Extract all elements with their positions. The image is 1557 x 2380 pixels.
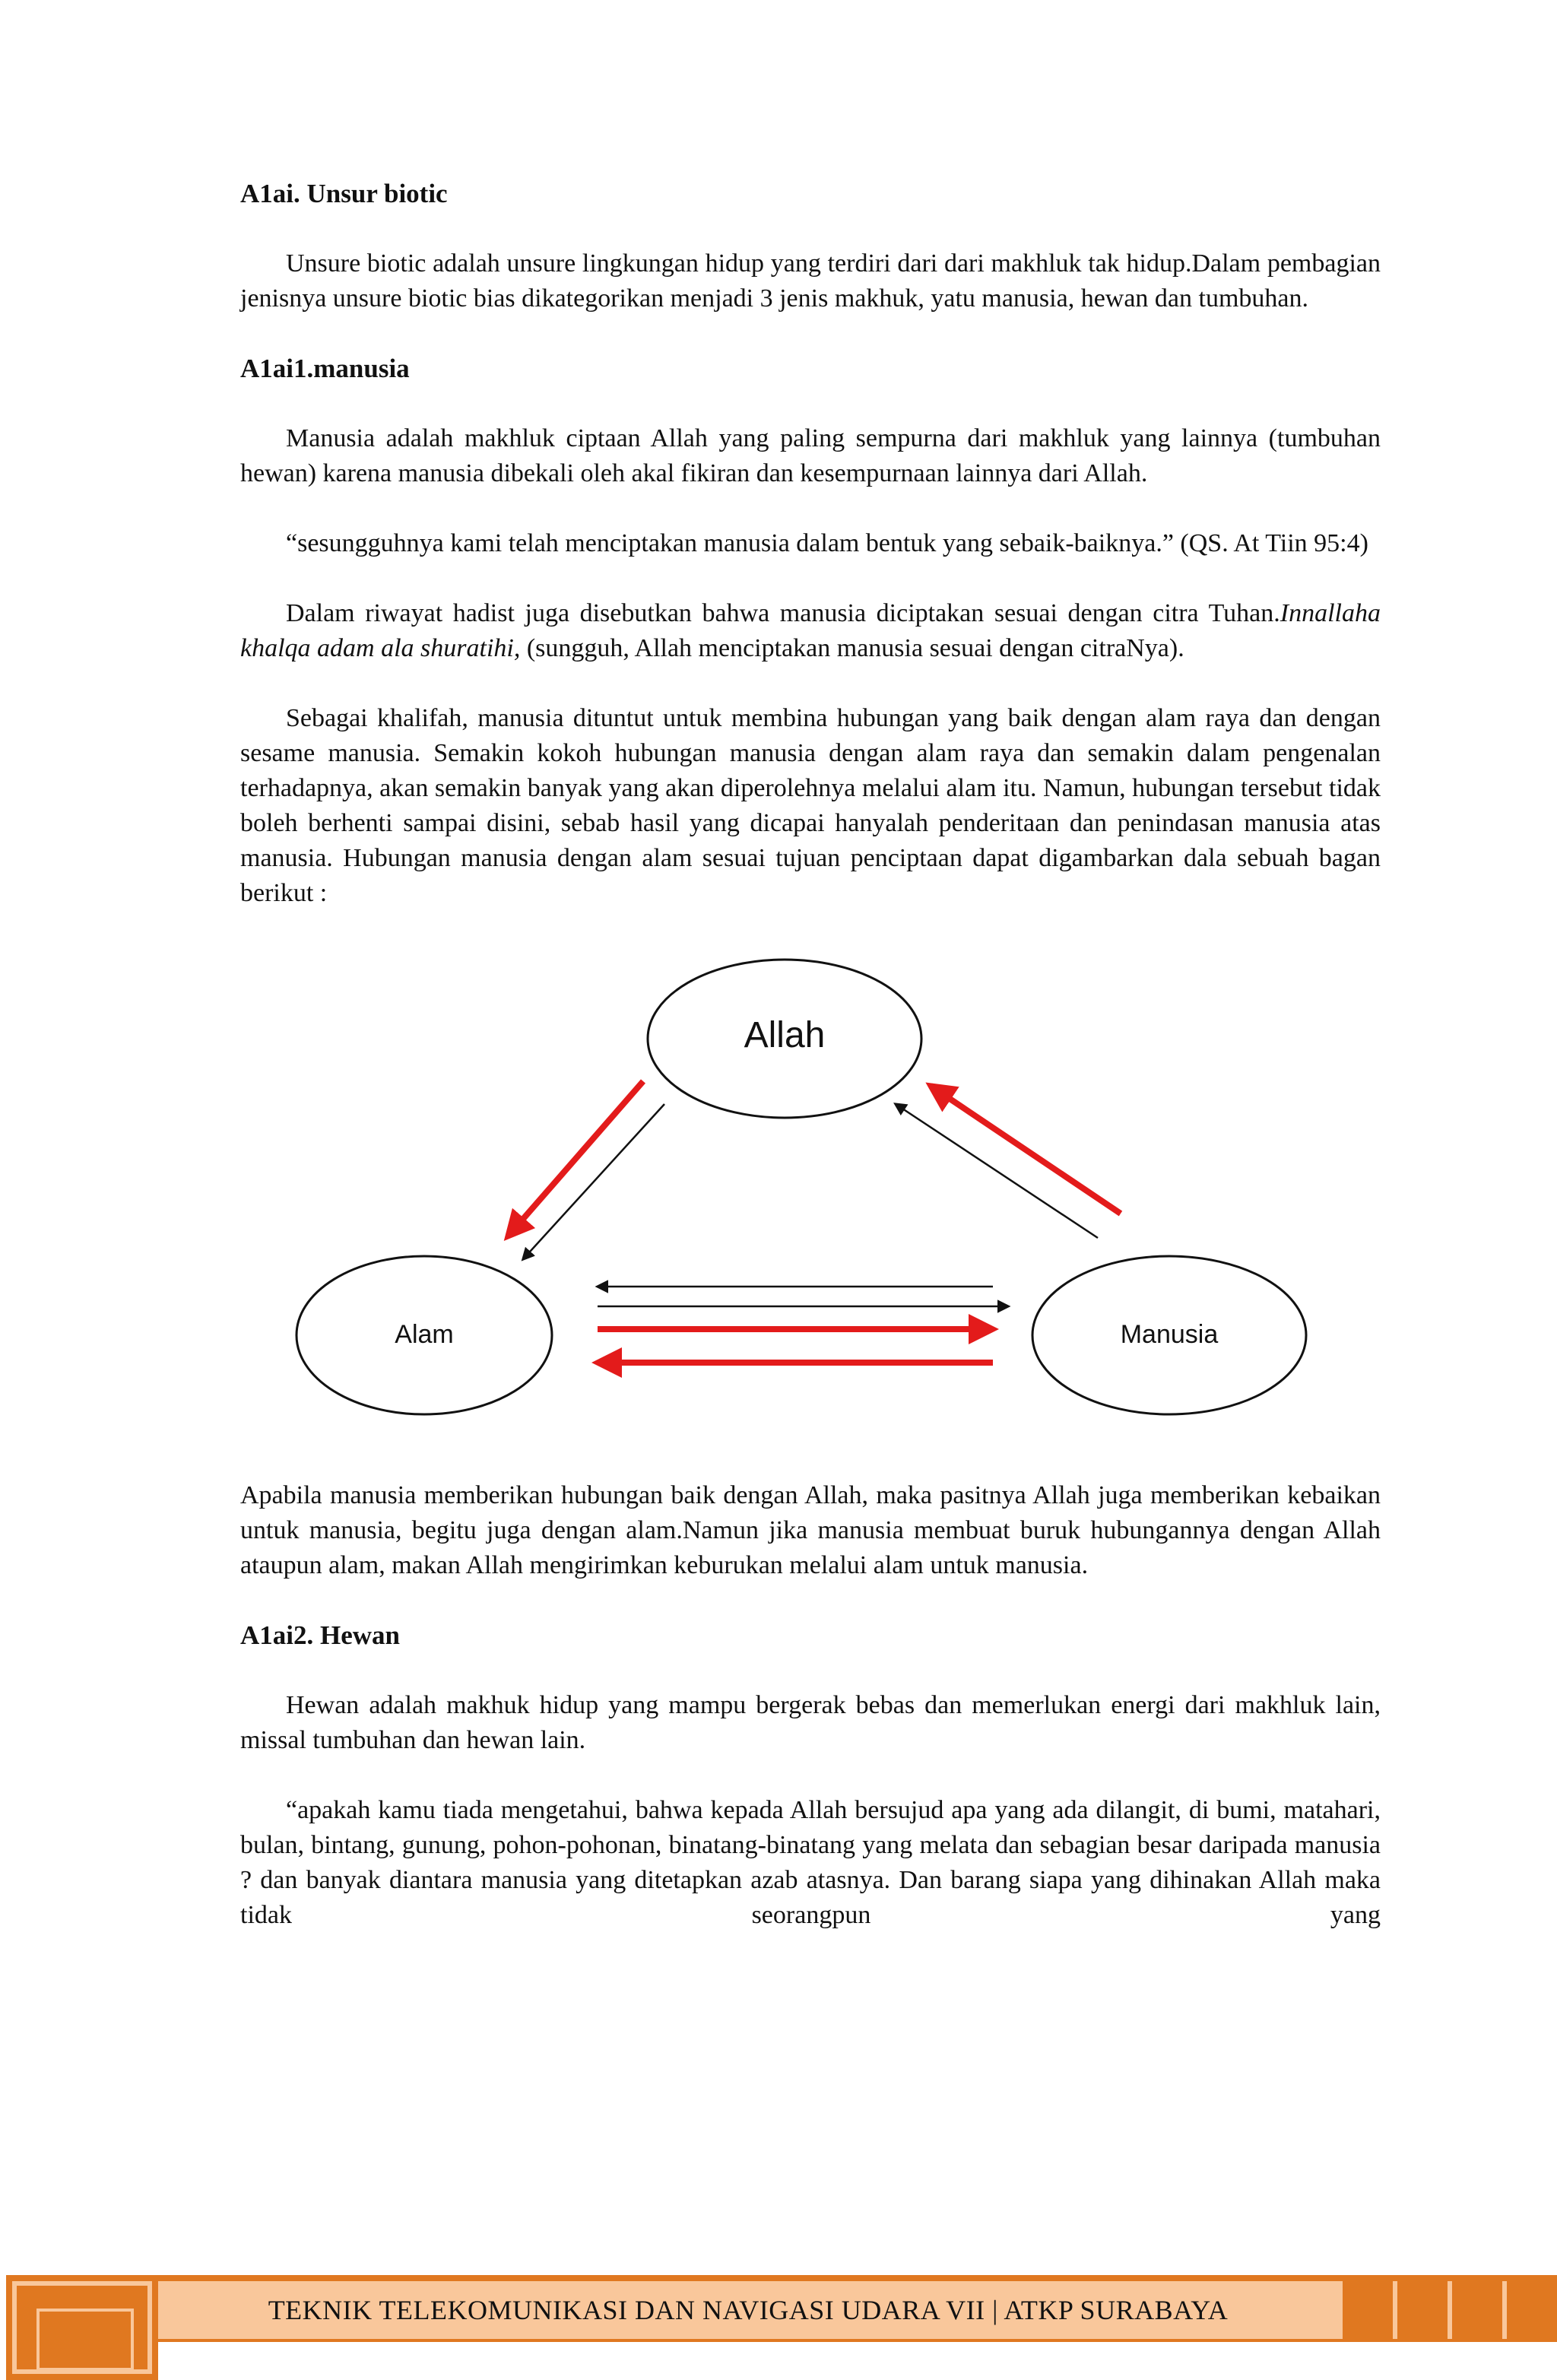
section-heading-hewan: A1ai2. Hewan xyxy=(240,1620,400,1650)
node-label-manusia: Manusia xyxy=(1120,1320,1219,1349)
paragraph-hadist xyxy=(240,596,1381,666)
page-content xyxy=(240,176,1381,1968)
paragraph-hewan-definition: Hewan adalah makhuk hidup yang mampu bergerak bebas dan memerlukan energi dari makhluk lain, missal tumbuhan dan hewan lain. xyxy=(240,1691,1381,1754)
page-footer xyxy=(6,2275,1557,2380)
footer-logo-square xyxy=(12,2281,152,2374)
arrow-allah-to-alam-black xyxy=(523,1104,664,1259)
paragraph-unsur-biotic: Unsure biotic adalah unsure lingkungan hidup yang terdiri dari dari makhluk tak hidup.Dalam pembagian jenisnya unsure biotic bias dikategorikan menjadi 3 jenis makhuk, yatu manusia, hewan dan tumbuhan. xyxy=(240,249,1381,313)
arrow-manusia-to-allah-red xyxy=(931,1086,1121,1214)
footer-lower-strip xyxy=(158,2342,1557,2380)
footer-title: TEKNIK TELEKOMUNIKASI DAN NAVIGASI UDARA VII | ATKP SURABAYA xyxy=(158,2281,1338,2339)
footer-box-4 xyxy=(1502,2281,1557,2339)
node-label-alam: Alam xyxy=(395,1320,454,1349)
node-label-allah: Allah xyxy=(744,1015,826,1055)
footer-logo-inner xyxy=(36,2309,134,2371)
relationship-diagram xyxy=(240,946,1381,1478)
paragraph-hewan-quote: “apakah kamu tiada mengetahui, bahwa kepada Allah bersujud apa yang ada dilangit, di bumi, matahari, bulan, bintang, gunung, pohon-pohonan, binatang-binatang yang melata dan sebagian besar daripada manusia ? dan banyak diantara manusia yang ditetapkan azab atasnya. Dan barang siapa yang dihinakan Allah maka tidak seorangpun yang xyxy=(240,1796,1381,1929)
footer-box-2 xyxy=(1393,2281,1448,2339)
paragraph-khalifah: Sebagai khalifah, manusia dituntut untuk membina hubungan yang baik dengan alam raya dan dengan sesame manusia. Semakin kokoh hubungan manusia dengan alam raya dan semakin dalam pengenalan terhadapnya, akan semakin banyak yang akan diperolehnya melalui alam itu. Namun, hubungan tersebut tidak boleh berhenti sampai disini, sebab hasil yang dicapai hanyalah penderitaan dan penindasan manusia atas manusia. Hubungan manusia dengan alam sesuai tujuan penciptaan dapat digambarkan dala sebuah bagan berikut : xyxy=(240,704,1381,907)
footer-box-1 xyxy=(1338,2281,1393,2339)
paragraph-manusia-definition: Manusia adalah makhluk ciptaan Allah yang paling sempurna dari makhluk yang lainnya (tumbuhan hewan) karena manusia dibekali oleh akal fikiran dan kesempurnaan lainnya dari Allah. xyxy=(240,424,1381,487)
paragraph-after-diagram: Apabila manusia memberikan hubungan baik dengan Allah, maka pasitnya Allah juga memberikan kebaikan untuk manusia, begitu juga dengan alam.Namun jika manusia membuat buruk hubungannya dengan Allah ataupun alam, makan Allah mengirimkan keburukan melalui alam untuk manusia. xyxy=(240,1481,1381,1579)
hadist-italic-quote: Innallaha khalqa adam ala shuratihi, xyxy=(240,599,1381,662)
hadist-text-after: (sungguh, Allah menciptakan manusia sesuai dengan citraNya). xyxy=(520,634,1184,662)
section-heading-manusia: A1ai1.manusia xyxy=(240,354,410,383)
footer-box-3 xyxy=(1448,2281,1502,2339)
section-heading-unsur-biotic: A1ai. Unsur biotic xyxy=(240,179,448,208)
hadist-text-before: Dalam riwayat hadist juga disebutkan bahwa manusia diciptakan sesuai dengan citra Tuhan. xyxy=(286,599,1280,627)
arrow-manusia-to-allah-black xyxy=(896,1104,1098,1238)
arrow-allah-to-alam-red xyxy=(508,1081,643,1236)
paragraph-quran-quote: “sesungguhnya kami telah menciptakan manusia dalam bentuk yang sebaik-baiknya.” (QS. At Tiin 95:4) xyxy=(286,529,1368,557)
